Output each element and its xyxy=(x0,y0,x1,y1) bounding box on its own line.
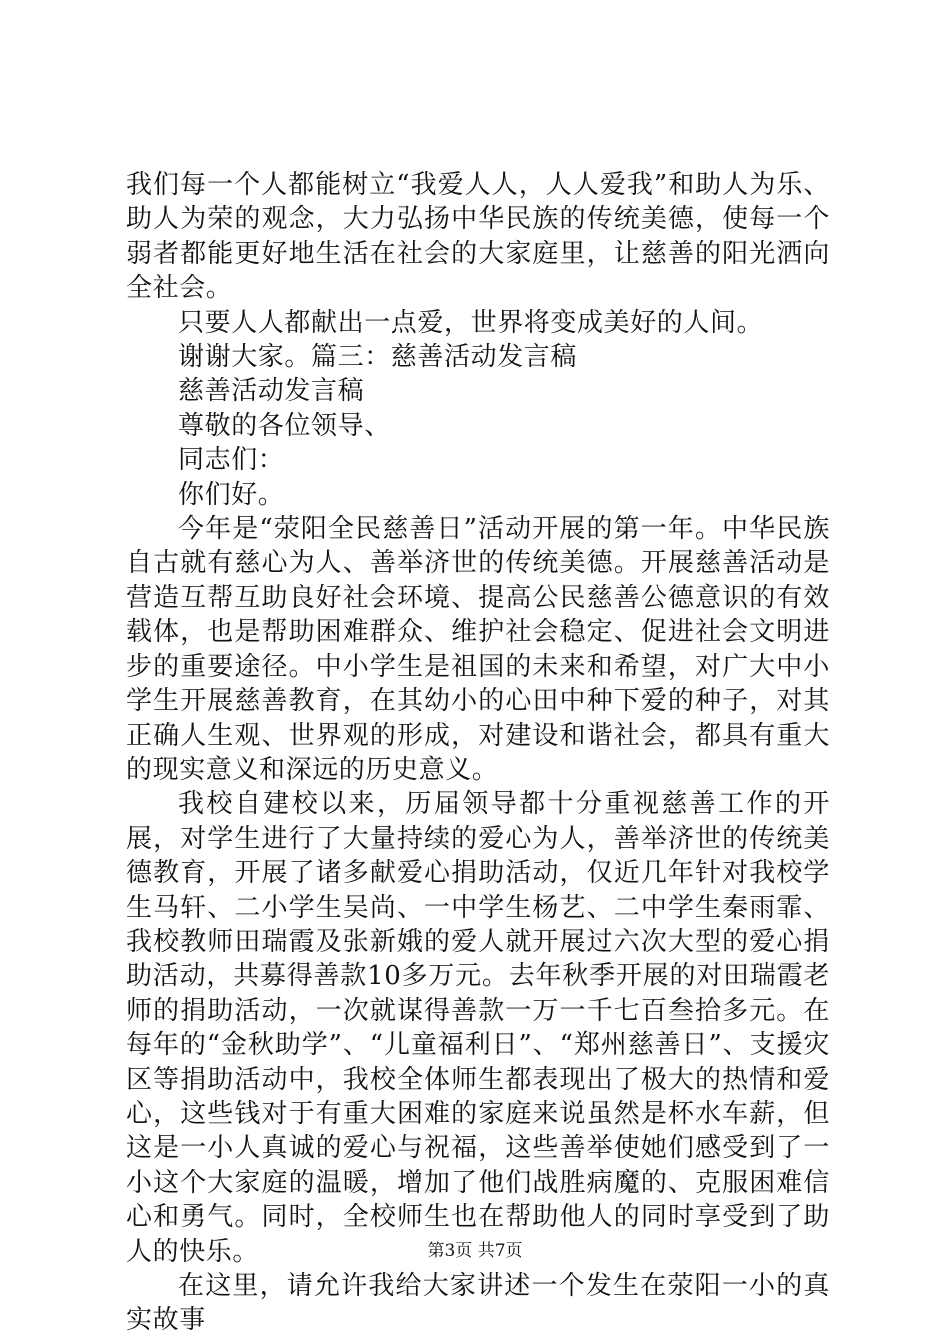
greeting: 你们好。 xyxy=(178,479,285,510)
paragraph-continuation: 我们每一个人都能树立“我爱人人，人人爱我”和助人为乐、助人为荣的观念，大力弘扬中华民族的传统美德，使每一个弱者都能更好地生活在社会的大家庭里，让慈善的阳光洒向全社会。 xyxy=(126,170,830,304)
paragraph-intro: 今年是“荥阳全民慈善日”活动开展的第一年。中华民族自古就有慈心为人、善举济世的传统美德。开展慈善活动是营造互帮互助良好社会环境、提高公民慈善公德意识的有效载体，也是帮助困难群众、维护社会稳定、促进社会文明进步的重要途径。中小学生是祖国的未来和希望，对广大中小学生开展慈善教育，在其幼小的心田中种下爱的种子，对其正确人生观、世界观的形成，对建设和谐社会，都具有重大的现实意义和深远的历史意义。 xyxy=(126,514,830,785)
paragraph-story-intro: 在这里，请允许我给大家讲述一个发生在荥阳一小的真实故事 xyxy=(126,1271,830,1336)
paragraph-thanks-section-title: 谢谢大家。篇三：慈善活动发言稿 xyxy=(178,342,578,373)
page-footer xyxy=(0,1240,950,1262)
page-number-label: 第3页 共7页 xyxy=(427,1241,523,1261)
salutation-leaders: 尊敬的各位领导、 xyxy=(178,410,391,441)
paragraph-school-activities: 我校自建校以来，历届领导都十分重视慈善工作的开展，对学生进行了大量持续的爱心为人，善举济世的传统美德教育，开展了诸多献爱心捐助活动，仅近几年针对我校学生马轩、二小学生吴尚、一中学生杨艺、二中学生秦雨霏、我校教师田瑞霞及张新娥的爱人就开展过六次大型的爱心捐助活动，共募得善款10多万元。去年秋季开展的对田瑞霞老师的捐助活动，一次就谋得善款一万一千七百叁拾多元。在每年的“金秋助学”、“儿童福利日”、“郑州慈善日”、支援灾区等捐助活动中，我校全体师生都表现出了极大的热情和爱心，这些钱对于有重大困难的家庭来说虽然是杯水车薪，但这是一小人真诚的爱心与祝福，这些善举使她们感受到了一小这个大家庭的温暖，增加了他们战胜病魔的、克服困难信心和勇气。同时，全校师生也在帮助他人的同时享受到了助人的快乐。 xyxy=(126,789,830,1267)
section-heading: 慈善活动发言稿 xyxy=(178,376,365,407)
document-body xyxy=(126,168,830,1338)
paragraph-closing-line: 只要人人都献出一点爱，世界将变成美好的人间。 xyxy=(178,307,764,338)
salutation-comrades: 同志们： xyxy=(178,445,285,476)
